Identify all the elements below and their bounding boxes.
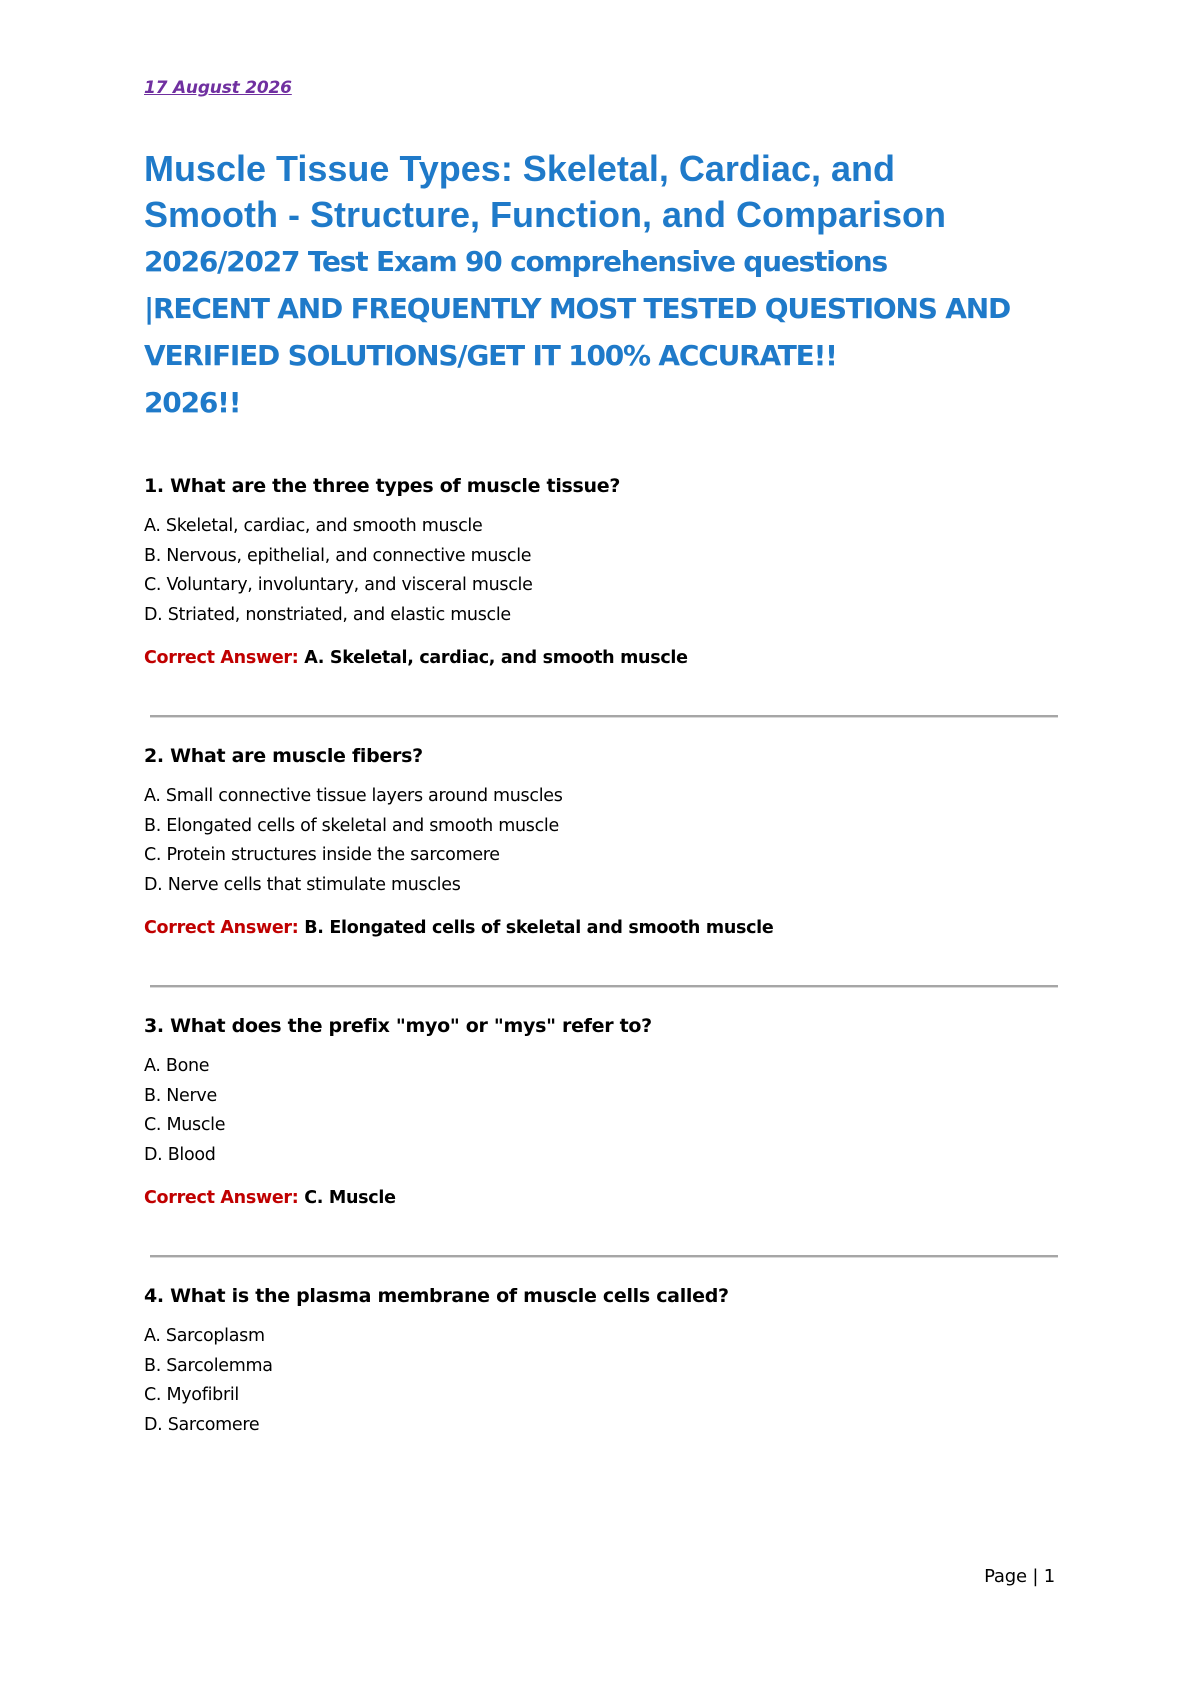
option-d: D. Striated, nonstriated, and elastic muscle <box>144 604 511 625</box>
option-d: D. Nerve cells that stimulate muscles <box>144 874 461 895</box>
document-title <box>144 146 1074 426</box>
option-list <box>144 1322 1058 1440</box>
question-4 <box>144 1282 1058 1440</box>
option-c: C. Muscle <box>144 1115 226 1135</box>
question-text: 4. What is the plasma membrane of muscle cells called? <box>144 1285 729 1307</box>
option-b: B. Nerve <box>144 1085 217 1106</box>
question-divider <box>150 985 1058 988</box>
subtitle-line-2: |RECENT AND FREQUENTLY MOST TESTED QUESTIONS AND <box>144 292 1011 325</box>
correct-answer <box>144 1185 1058 1211</box>
option-d: D. Blood <box>144 1144 216 1165</box>
subtitle-line-1: 2026/2027 Test Exam 90 comprehensive questions <box>144 245 887 278</box>
question-text: 3. What does the prefix "myo" or "mys" refer to? <box>144 1015 652 1037</box>
option-list <box>144 512 1058 630</box>
correct-answer <box>144 915 1058 941</box>
option-list <box>144 782 1058 900</box>
question-text: 1. What are the three types of muscle tissue? <box>144 475 621 497</box>
question-divider <box>150 715 1058 718</box>
title-line-2: Smooth - Structure, Function, and Comparison <box>144 194 947 235</box>
correct-answer-value: B. Elongated cells of skeletal and smooth muscle <box>304 918 774 938</box>
document-date: 17 August 2026 <box>144 78 292 98</box>
option-b: B. Nervous, epithelial, and connective muscle <box>144 545 532 566</box>
subtitle-line-3: VERIFIED SOLUTIONS/GET IT 100% ACCURATE!! <box>144 339 837 372</box>
page-number: Page | 1 <box>984 1566 1055 1587</box>
question-1 <box>144 472 1058 671</box>
option-c: C. Protein structures inside the sarcomere <box>144 845 500 865</box>
question-3 <box>144 1012 1058 1211</box>
option-d: D. Sarcomere <box>144 1414 260 1435</box>
option-a: A. Sarcoplasm <box>144 1326 265 1346</box>
correct-answer <box>144 645 1058 671</box>
title-line-1: Muscle Tissue Types: Skeletal, Cardiac, and <box>144 148 895 189</box>
correct-answer-label: Correct Answer: <box>144 648 299 668</box>
question-2 <box>144 742 1058 941</box>
question-text: 2. What are muscle fibers? <box>144 745 423 767</box>
option-a: A. Small connective tissue layers around muscles <box>144 786 563 806</box>
option-c: C. Myofibril <box>144 1385 239 1405</box>
question-divider <box>150 1255 1058 1258</box>
option-a: A. Bone <box>144 1056 210 1076</box>
option-list <box>144 1052 1058 1170</box>
correct-answer-label: Correct Answer: <box>144 1188 299 1208</box>
subtitle-line-4: 2026!! <box>144 386 241 419</box>
correct-answer-label: Correct Answer: <box>144 918 299 938</box>
correct-answer-value: A. Skeletal, cardiac, and smooth muscle <box>304 648 688 668</box>
option-c: C. Voluntary, involuntary, and visceral muscle <box>144 575 533 595</box>
option-b: B. Elongated cells of skeletal and smooth muscle <box>144 815 559 836</box>
option-b: B. Sarcolemma <box>144 1355 273 1376</box>
option-a: A. Skeletal, cardiac, and smooth muscle <box>144 516 483 536</box>
correct-answer-value: C. Muscle <box>304 1188 396 1208</box>
question-list <box>144 472 1058 1440</box>
